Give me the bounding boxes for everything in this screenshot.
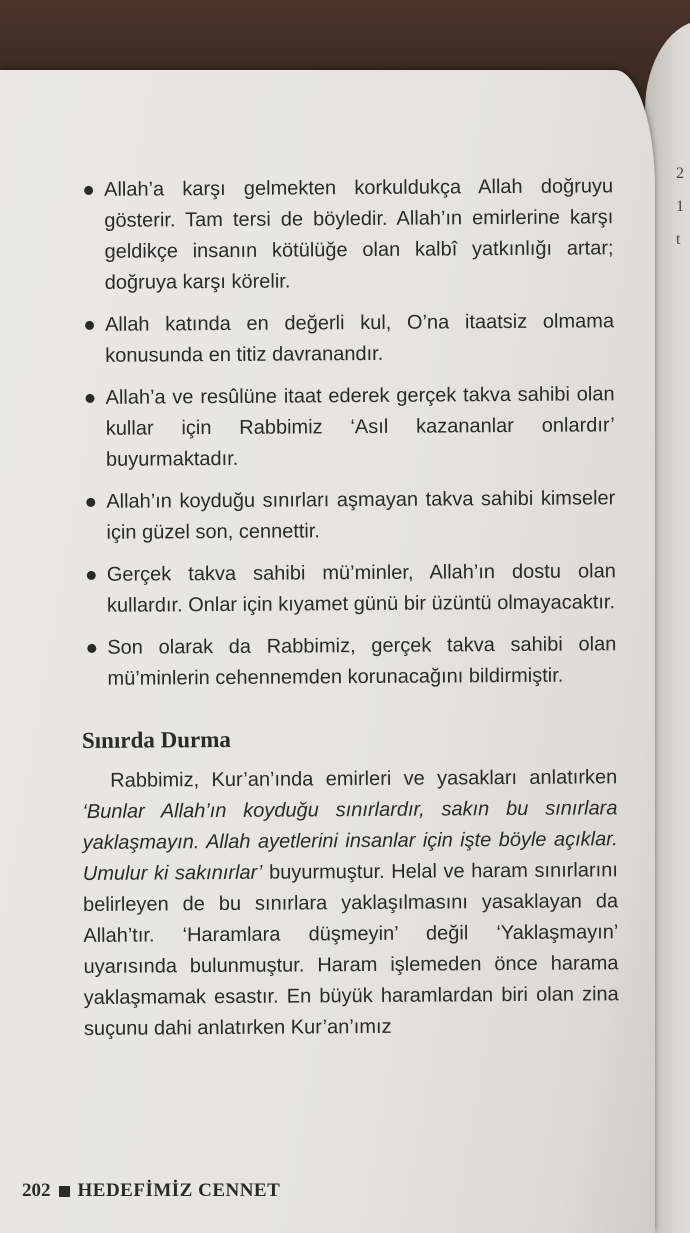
- square-separator-icon: [59, 1186, 70, 1197]
- bullet-dot-icon: [85, 321, 94, 330]
- quran-quote: ‘Bunlar Allah’ın koyduğu sınırlardır, sakın bu sınırlara yaklaşmayın. Allah ayetlerini insanlar için işte böyle açıklar. Umulur ki sakınırlar’: [82, 797, 618, 885]
- bullet-text: Allah’a ve resûlüne itaat ederek gerçek takva sahibi olan kullar için Rabbimiz ‘Asıl kazananlar onlardır’ buyurmaktadır.: [105, 383, 615, 471]
- bullet-dot-icon: [86, 394, 95, 403]
- bullet-text: Allah’a karşı gelmekten korkuldukça Allah doğruyu gösterir. Tam tersi de böyledir. Allah’ın emirlerine karşı geldikçe insanın kötülüğe olan kalbî yatkınlığı artar; doğruya karşı körelir.: [104, 175, 614, 294]
- bullet-item: [80, 483, 615, 549]
- edge-glyph: t: [676, 231, 681, 248]
- edge-glyph: 1: [676, 198, 684, 215]
- page-footer: [22, 1180, 280, 1202]
- page-number: 202: [22, 1180, 51, 1201]
- bullet-item: [81, 629, 616, 695]
- bullet-dot-icon: [86, 498, 95, 507]
- section-heading: Sınırda Durma: [81, 726, 231, 753]
- bullet-dot-icon: [87, 571, 96, 580]
- bullet-item: [78, 171, 614, 299]
- bullet-dot-icon: [87, 644, 96, 653]
- running-title: HEDEFİMİZ CENNET: [77, 1180, 281, 1201]
- bullet-text: Son olarak da Rabbimiz, gerçek takva sahibi olan mü’minlerin cehennemden korunacağını bildirmiştir.: [107, 633, 617, 690]
- edge-glyph: 2: [676, 165, 684, 182]
- bullet-text: Allah katında en değerli kul, O’na itaatsiz olmama konusunda en titiz davranandır.: [104, 310, 615, 367]
- page-content: [78, 171, 619, 1045]
- body-paragraph: [82, 762, 619, 1045]
- paragraph-text: buyurmuştur. Helal ve haram sınırlarını belirleyen de bu sınırlara yaklaşılmasını yasaklayan da Allah’tır. ‘Haramlara düşmeyin’ değil ‘Yaklaşmayın’ uyarısında bulunmuştur. Haram işlemeden önce harama yaklaşmamak esastır. En büyük haramlardan biri olan zina suçunu dahi anlatırken Kur’an’ımız: [83, 859, 619, 1040]
- bullet-item: [81, 556, 616, 622]
- paragraph-text: Rabbimiz, Kur’an’ında emirleri ve yasakları anlatırken: [110, 766, 618, 792]
- bullet-text: Gerçek takva sahibi mü’minler, Allah’ın dostu olan kullardır. Onlar için kıyamet günü bir üzüntü olmayacaktır.: [106, 560, 616, 617]
- bullet-item: [79, 379, 615, 476]
- bullet-text: Allah’ın koyduğu sınırları aşmayan takva sahibi kimseler için güzel son, cennettir.: [106, 487, 616, 544]
- bullet-dot-icon: [84, 186, 93, 195]
- bullet-item: [79, 306, 614, 372]
- bullet-list: [78, 171, 617, 695]
